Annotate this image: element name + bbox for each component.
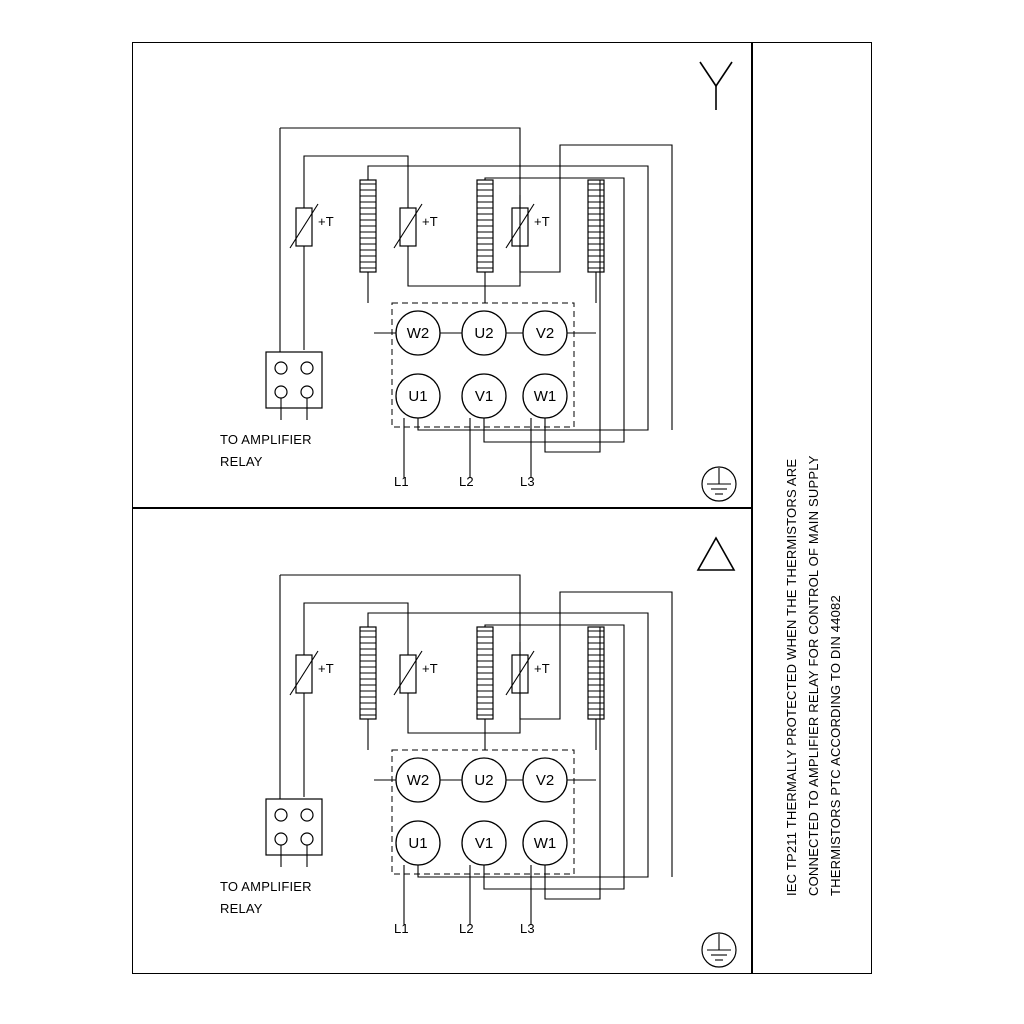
amplifier-label-line1-star: TO AMPLIFIER [220,432,312,447]
svg-text:W1: W1 [533,387,557,405]
terminal-w1-delta [523,821,567,865]
winding-w-delta [360,627,376,719]
svg-text:U1: U1 [408,387,428,405]
thermistor-label-2-star: +T [422,214,438,229]
terminal-u1-delta [396,821,440,865]
note-line-2: CONNECTED TO AMPLIFIER RELAY FOR CONTROL OF MAIN SUPPLY [806,455,821,896]
amplifier-label-line1-delta: TO AMPLIFIER [220,879,312,894]
svg-text:V2: V2 [535,324,555,342]
supply-label-l3-star: L3 [520,474,535,489]
winding-u-delta [477,627,493,719]
delta-triangle-icon [698,538,734,570]
thermistor-label-3-delta: +T [534,661,550,676]
note-line-3: THERMISTORS PTC ACCORDING TO DIN 44082 [828,595,843,896]
svg-text:W2: W2 [406,324,430,342]
terminal-v2-delta [523,758,567,802]
supply-label-l1-star: L1 [394,474,409,489]
thermistor-label-2-delta: +T [422,661,438,676]
svg-text:U1: U1 [408,834,428,852]
supply-label-l1-delta: L1 [394,921,409,936]
svg-text:W1: W1 [533,834,557,852]
svg-text:W2: W2 [406,771,430,789]
terminal-v1-delta [462,821,506,865]
terminal-u2-delta [462,758,506,802]
thermistor-label-3-star: +T [534,214,550,229]
thermistor-2-delta [394,642,422,709]
supply-label-l2-delta: L2 [459,921,474,936]
svg-text:V2: V2 [535,771,555,789]
thermistor-label-1-star: +T [318,214,334,229]
svg-text:U2: U2 [474,771,494,789]
supply-label-l2-star: L2 [459,474,474,489]
terminal-w2-delta [396,758,440,802]
svg-text:V1: V1 [474,387,494,405]
amplifier-label-line2-delta: RELAY [220,901,263,916]
supply-label-l3-delta: L3 [520,921,535,936]
winding-v-delta [588,627,604,719]
amplifier-terminal-block-delta [266,799,322,867]
svg-text:V1: V1 [474,834,494,852]
earth-ground-icon-delta [702,933,736,967]
svg-text:U2: U2 [474,324,494,342]
note-line-1: IEC TP211 THERMALLY PROTECTED WHEN THE THERMISTORS ARE [784,458,799,896]
thermistor-1-delta [290,642,318,709]
amplifier-label-line2-star: RELAY [220,454,263,469]
thermistor-label-1-delta: +T [318,661,334,676]
